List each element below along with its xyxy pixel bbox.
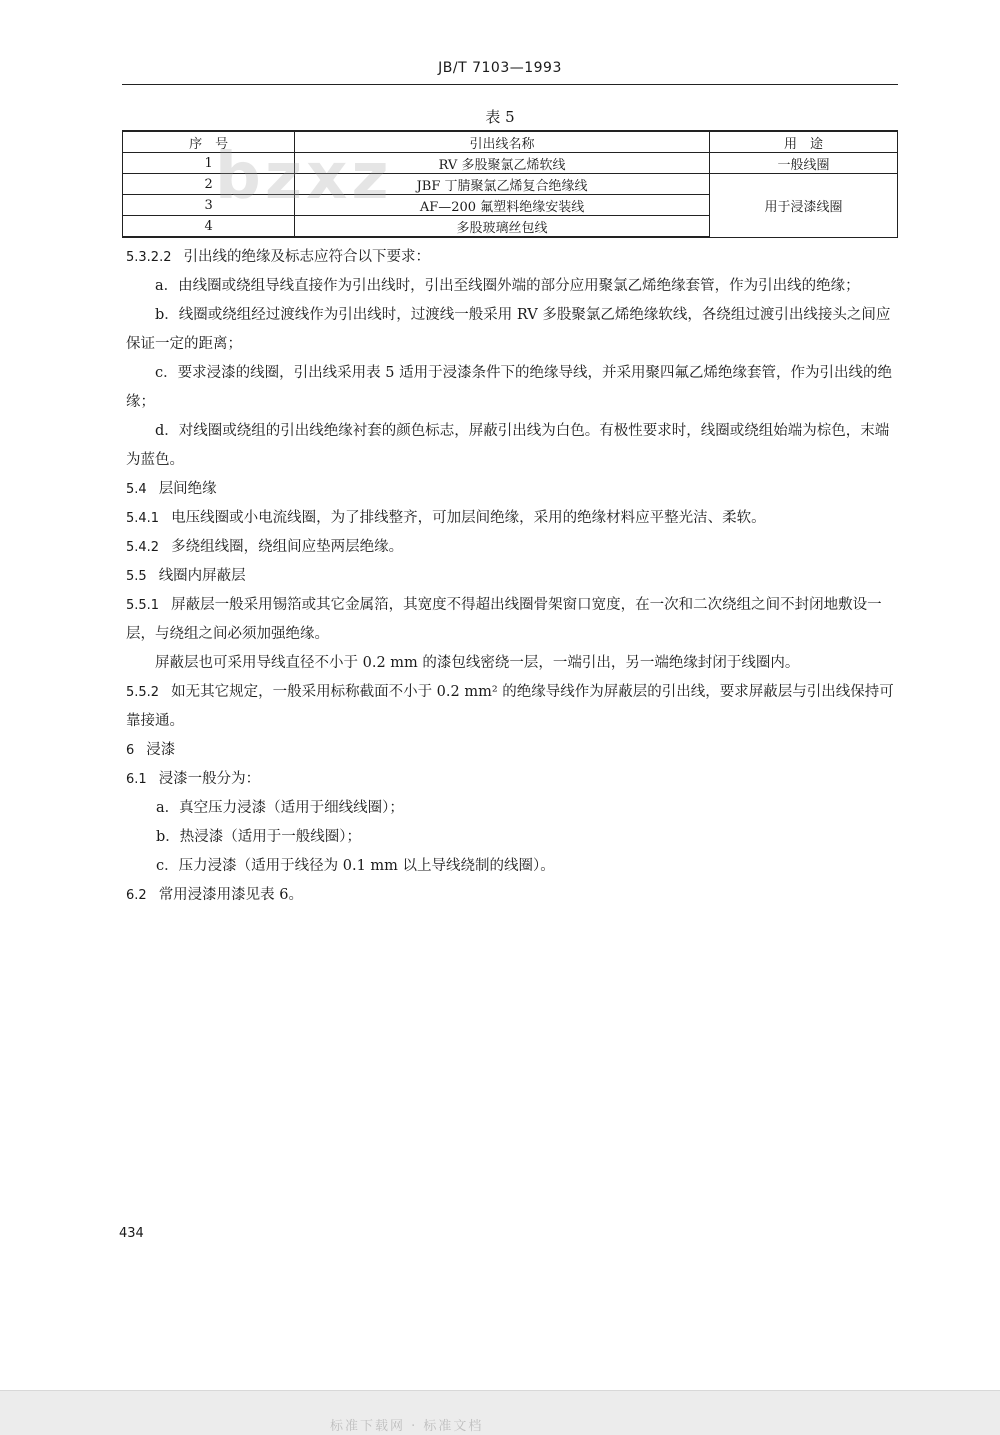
item-a: a．由线圈或绕组导线直接作为引出线时，引出至线圈外端的部分应用聚氯乙烯绝缘套管，作为引出线的绝缘； [155,278,860,294]
header-cell-use: 用 途 [709,131,897,153]
item-b: b．线圈或绕组经过渡线作为引出线时，过渡线一般采用 RV 多股聚氯乙烯绝缘软线，各绕组过渡引出线接头之间应保证一定的距离； [126,307,891,352]
section-6-heading [126,736,898,765]
clause-number: 6 [126,743,135,758]
item-b: b．热浸漆（适用于一般线圈）； [156,829,362,845]
clause-number: 5.5.2 [126,685,160,700]
table-row [123,153,898,174]
header-cell-name: 引出线名称 [295,131,710,153]
table-5-caption: 表 5 [485,108,515,126]
clause-number: 5.4.1 [126,511,160,526]
page-number: 434 [119,1226,144,1241]
clause-5-4-2 [126,533,898,562]
clause-5-4 [126,475,898,504]
item-a: a．真空压力浸漆（适用于细线线圈）； [156,800,404,816]
cell-use: 一般线圈 [709,153,897,174]
clause-6-1 [126,765,898,794]
viewer-bottom-bar [0,1390,1000,1435]
clause-6-2 [126,881,898,910]
clause-5-5 [126,562,898,591]
clause-text: 引出线的绝缘及标志应符合以下要求： [183,249,430,265]
clause-5-5-1 [126,591,898,649]
clause-text: 如无其它规定，一般采用标称截面不小于 0.2 mm² 的绝缘导线作为屏蔽层的引出线，要求屏蔽层与引出线保持可靠接通。 [126,684,894,729]
table-5 [122,130,898,238]
clause-5-4-1 [126,504,898,533]
clause-5-5-1-paragraph-2: 屏蔽层也可采用导线直径不小于 0.2 mm 的漆包线密绕一层，一端引出，另一端绝缘封闭于线圈内。 [155,655,800,671]
cell-name: JBF 丁腈聚氯乙烯复合绝缘线 [295,174,710,195]
cell-no: 1 [123,153,295,174]
watermark: bzxz [215,140,393,214]
cell-name: 多股玻璃丝包线 [295,216,710,238]
footer-text: 标准下载网 · 标准文档 [330,1419,484,1434]
clause-5-5-2 [126,678,898,736]
header-rule [122,84,898,85]
table-row [123,174,898,195]
clause-text: 线圈内屏蔽层 [158,568,246,584]
cell-name: AF—200 氟塑料绝缘安装线 [295,195,710,216]
clause-number: 5.5 [126,569,147,584]
clause-text: 浸漆 [146,742,176,758]
body-text [126,243,898,910]
clause-text: 浸漆一般分为： [158,771,261,787]
clause-text: 层间绝缘 [158,481,217,497]
clause-5-3-2-2 [126,243,898,272]
clause-text: 常用浸漆用漆见表 6。 [158,887,304,903]
cell-no: 3 [123,195,295,216]
cell-use: 用于浸漆线圈 [709,174,897,238]
clause-number: 5.3.2.2 [126,250,172,265]
clause-number: 5.4 [126,482,147,497]
clause-number: 5.4.2 [126,540,160,555]
clause-number: 6.1 [126,772,147,787]
cell-name: RV 多股聚氯乙烯软线 [295,153,710,174]
table-header-row [123,131,898,153]
clause-text: 屏蔽层一般采用锡箔或其它金属箔，其宽度不得超出线圈骨架窗口宽度，在一次和二次绕组之间不封闭地敷设一层，与绕组之间必须加强绝缘。 [126,597,882,642]
item-d: d．对线圈或绕组的引出线绝缘衬套的颜色标志，屏蔽引出线为白色。有极性要求时，线圈或绕组始端为棕色，末端为蓝色。 [126,423,890,468]
header-cell-no: 序 号 [123,131,295,153]
clause-text: 多绕组线圈，绕组间应垫两层绝缘。 [171,539,404,555]
clause-text: 电压线圈或小电流线圈，为了排线整齐，可加层间绝缘，采用的绝缘材料应平整光洁、柔软。 [171,510,766,526]
item-c: c．压力浸漆（适用于线径为 0.1 mm 以上导线绕制的线圈）。 [156,858,555,874]
clause-number: 6.2 [126,888,147,903]
cell-no: 2 [123,174,295,195]
clause-number: 5.5.1 [126,598,160,613]
standard-code-header: JB/T 7103—1993 [438,60,562,76]
cell-no: 4 [123,216,295,238]
item-c: c．要求浸漆的线圈，引出线采用表 5 适用于浸漆条件下的绝缘导线，并采用聚四氟乙烯绝缘套管，作为引出线的绝缘； [126,365,893,410]
